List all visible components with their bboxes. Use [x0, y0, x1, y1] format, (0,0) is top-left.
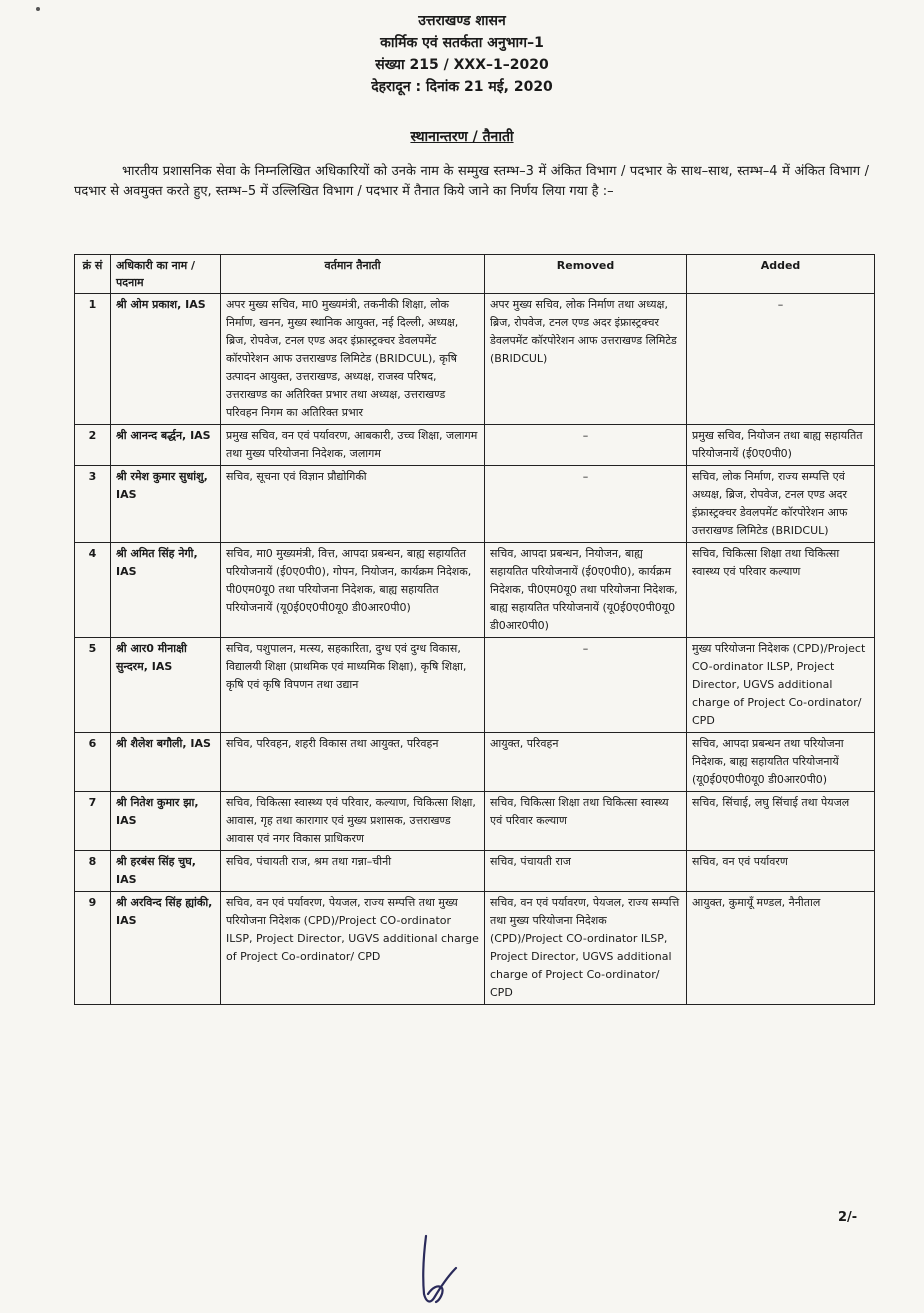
row-current: सचिव, चिकित्सा स्वास्थ्य एवं परिवार, कल्याण, चिकित्सा शिक्षा, आवास, गृह तथा कारागार एवं मुख्य प्रशासक, उत्तराखण्ड आवास एवं नगर विकास प्राधिकरण	[221, 792, 485, 851]
row-current: अपर मुख्य सचिव, मा0 मुख्यमंत्री, तकनीकी शिक्षा, लोक निर्माण, खनन, मुख्य स्थानिक आयुक्त, नई दिल्ली, अध्यक्ष, ब्रिज, रोपवेज, टनल एण्ड अदर इंफ्रास्ट्रक्चर डेवलपमेंट कॉरपोरेशन आफ उत्तराखण्ड लिमिटेड (BRIDCUL), कृषि उत्पादन आयुक्त, उत्तराखण्ड, अध्यक्ष, राजस्व परिषद, उत्तराखण्ड का अतिरिक्त प्रभार तथा अध्यक्ष, उत्तराखण्ड परिवहन निगम का अतिरिक्त प्रभार	[221, 294, 485, 425]
row-removed: –	[485, 466, 687, 543]
row-current: सचिव, परिवहन, शहरी विकास तथा आयुक्त, परिवहन	[221, 733, 485, 792]
department-name: कार्मिक एवं सतर्कता अनुभाग–1	[380, 35, 544, 51]
row-officer: श्री अरविन्द सिंह ह्यांकी, IAS	[111, 892, 221, 1005]
row-added: सचिव, आपदा प्रबन्धन तथा परियोजना निदेशक, बाह्य सहायतित परियोजनायें (यू0ई0ए0पी0यू0 डी0आर0पी0)	[687, 733, 875, 792]
table-row	[75, 733, 875, 792]
row-current: सचिव, सूचना एवं विज्ञान प्रौद्योगिकी	[221, 466, 485, 543]
row-added: –	[687, 294, 875, 425]
row-removed: सचिव, चिकित्सा शिक्षा तथा चिकित्सा स्वास्थ्य एवं परिवार कल्याण	[485, 792, 687, 851]
row-added: सचिव, लोक निर्माण, राज्य सम्पत्ति एवं अध्यक्ष, ब्रिज, रोपवेज, टनल एण्ड अदर इंफ्रास्ट्रक्चर डेवलपमेंट कॉरपोरेशन आफ उत्तराखण्ड लिमिटेड (BRIDCUL)	[687, 466, 875, 543]
subject-heading: स्थानान्तरण / तैनाती	[410, 129, 514, 145]
row-removed: –	[485, 425, 687, 466]
row-removed: सचिव, आपदा प्रबन्धन, नियोजन, बाह्य सहायतित परियोजनायें (ई0ए0पी0), कार्यक्रम निदेशक, पी0एम0यू0 तथा परियोजना निदेशक, बाह्य सहायतित परियोजनायें (यू0ई0ए0पी0यू0 डी0आर0पी0)	[485, 543, 687, 638]
government-name: उत्तराखण्ड शासन	[418, 13, 506, 29]
signature-mark	[408, 1232, 468, 1308]
table-row	[75, 425, 875, 466]
row-officer: श्री आर0 मीनाक्षी सुन्दरम, IAS	[111, 638, 221, 733]
col-header-officer: अधिकारी का नाम /पदनाम	[111, 255, 221, 294]
row-sn: 8	[75, 851, 111, 892]
page-number: 2/-	[838, 1210, 858, 1225]
row-sn: 1	[75, 294, 111, 425]
col-header-removed: Removed	[485, 255, 687, 294]
row-current: सचिव, पंचायती राज, श्रम तथा गन्ना–चीनी	[221, 851, 485, 892]
table-row	[75, 892, 875, 1005]
row-current: सचिव, वन एवं पर्यावरण, पेयजल, राज्य सम्पत्ति तथा मुख्य परियोजना निदेशक (CPD)/Project CO-ordinator ILSP, Project Director, UGVS additional charge of Project Co-ordinator/ CPD	[221, 892, 485, 1005]
row-officer: श्री रमेश कुमार सुधांशु, IAS	[111, 466, 221, 543]
row-sn: 4	[75, 543, 111, 638]
row-sn: 9	[75, 892, 111, 1005]
order-number: संख्या 215 / XXX–1–2020	[375, 57, 549, 73]
col-header-added: Added	[687, 255, 875, 294]
row-officer: श्री नितेश कुमार झा, IAS	[111, 792, 221, 851]
letter-header	[0, 10, 924, 98]
row-officer: श्री आनन्द बर्द्धन, IAS	[111, 425, 221, 466]
intro-paragraph: भारतीय प्रशासनिक सेवा के निम्नलिखित अधिकारियों को उनके नाम के सम्मुख स्तम्भ–3 में अंकित विभाग / पदभार के साथ–साथ, स्तम्भ–4 में अंकित विभाग / पदभार से अवमुक्त करते हुए, स्तम्भ–5 में उल्लिखित विभाग / पदभार में तैनात किये जाने का निर्णय लिया गया है :–	[74, 164, 869, 199]
table-row	[75, 466, 875, 543]
row-officer: श्री शैलेश बगौली, IAS	[111, 733, 221, 792]
col-header-current: वर्तमान तैनाती	[221, 255, 485, 294]
row-sn: 7	[75, 792, 111, 851]
row-added: सचिव, चिकित्सा शिक्षा तथा चिकित्सा स्वास्थ्य एवं परिवार कल्याण	[687, 543, 875, 638]
row-removed: अपर मुख्य सचिव, लोक निर्माण तथा अध्यक्ष, ब्रिज, रोपवेज, टनल एण्ड अदर इंफ्रास्ट्रक्चर डेवलपमेंट कॉरपोरेशन आफ उत्तराखण्ड लिमिटेड (BRIDCUL)	[485, 294, 687, 425]
row-officer: श्री ओम प्रकाश, IAS	[111, 294, 221, 425]
row-removed: आयुक्त, परिवहन	[485, 733, 687, 792]
row-added: मुख्य परियोजना निदेशक (CPD)/Project CO-ordinator ILSP, Project Director, UGVS additional charge of Project Co-ordinator/ CPD	[687, 638, 875, 733]
order-date: देहरादून : दिनांक 21 मई, 2020	[371, 79, 553, 95]
table-row	[75, 792, 875, 851]
row-removed: –	[485, 638, 687, 733]
row-added: सचिव, सिंचाई, लघु सिंचाई तथा पेयजल	[687, 792, 875, 851]
table-row	[75, 543, 875, 638]
transfer-table	[74, 254, 875, 1005]
table-row	[75, 851, 875, 892]
row-sn: 6	[75, 733, 111, 792]
col-header-sn: क्रं सं	[75, 255, 111, 294]
row-sn: 3	[75, 466, 111, 543]
row-sn: 2	[75, 425, 111, 466]
row-sn: 5	[75, 638, 111, 733]
table-row	[75, 638, 875, 733]
table-header-row	[75, 255, 875, 294]
row-current: प्रमुख सचिव, वन एवं पर्यावरण, आबकारी, उच्च शिक्षा, जलागम तथा मुख्य परियोजना निदेशक, जलागम	[221, 425, 485, 466]
row-current: सचिव, पशुपालन, मत्स्य, सहकारिता, दुग्ध एवं दुग्ध विकास, विद्यालयी शिक्षा (प्राथमिक एवं माध्यमिक शिक्षा), कृषि शिक्षा, कृषि एवं कृषि विपणन तथा उद्यान	[221, 638, 485, 733]
row-officer: श्री हरबंस सिंह चुघ, IAS	[111, 851, 221, 892]
row-added: सचिव, वन एवं पर्यावरण	[687, 851, 875, 892]
row-current: सचिव, मा0 मुख्यमंत्री, वित्त, आपदा प्रबन्धन, बाह्य सहायतित परियोजनायें (ई0ए0पी0), गोपन, नियोजन, कार्यक्रम निदेशक, पी0एम0यू0 तथा परियोजना निदेशक, बाह्य सहायतित परियोजनायें (यू0ई0ए0पी0यू0 डी0आर0पी0)	[221, 543, 485, 638]
table-row	[75, 294, 875, 425]
row-added: प्रमुख सचिव, नियोजन तथा बाह्य सहायतित परियोजनायें (ई0ए0पी0)	[687, 425, 875, 466]
row-removed: सचिव, वन एवं पर्यावरण, पेयजल, राज्य सम्पत्ति तथा मुख्य परियोजना निदेशक (CPD)/Project CO-ordinator ILSP, Project Director, UGVS additional charge of Project Co-ordinator/ CPD	[485, 892, 687, 1005]
row-removed: सचिव, पंचायती राज	[485, 851, 687, 892]
row-officer: श्री अमित सिंह नेगी, IAS	[111, 543, 221, 638]
row-added: आयुक्त, कुमायूँ मण्डल, नैनीताल	[687, 892, 875, 1005]
